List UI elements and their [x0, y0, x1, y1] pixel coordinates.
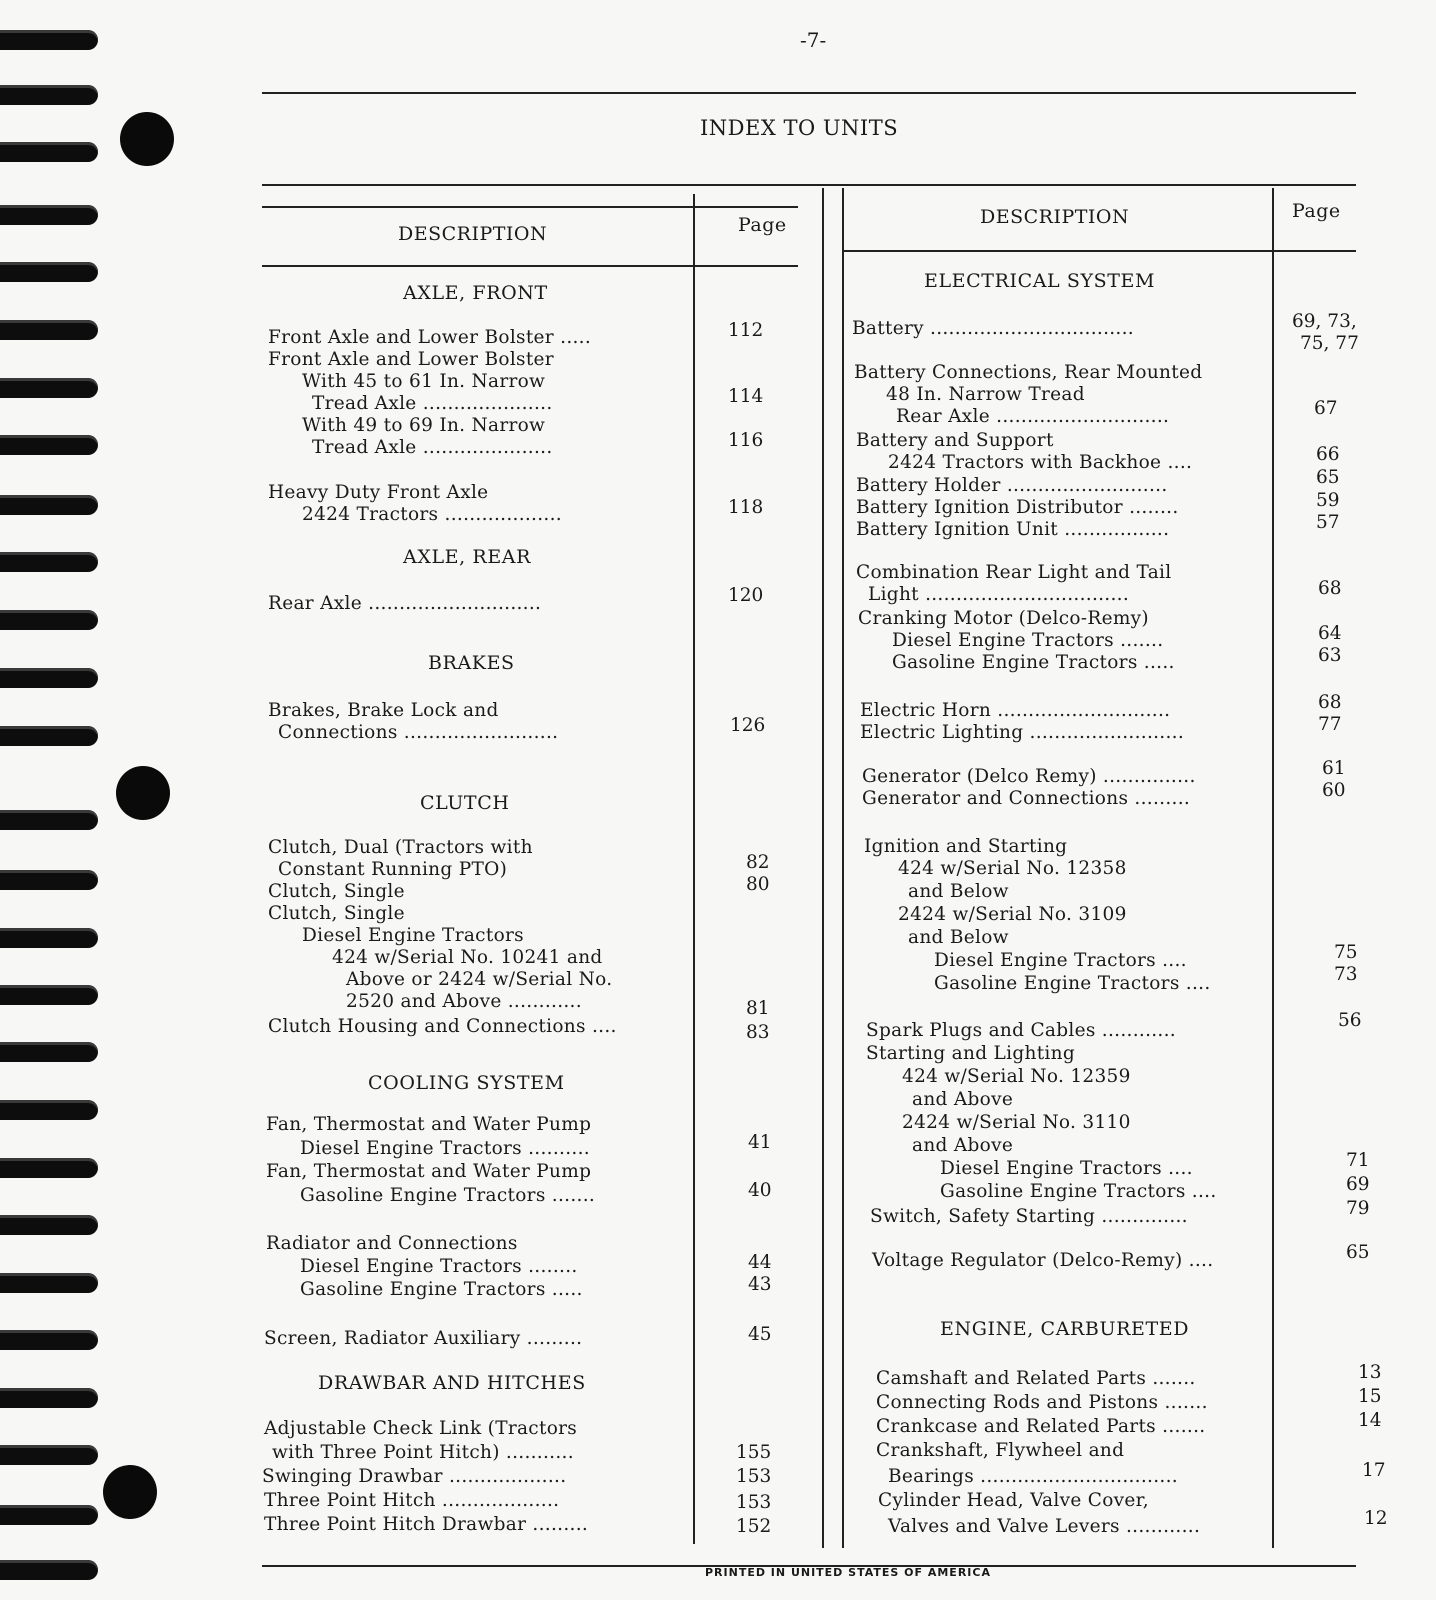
index-entry: 2424 Tractors with Backhoe ....	[888, 452, 1193, 473]
page-ref: 14	[1358, 1410, 1382, 1431]
index-entry: Diesel Engine Tractors	[302, 925, 524, 946]
index-entry: Crankcase and Related Parts .......	[876, 1416, 1206, 1437]
binding-coil	[0, 495, 98, 515]
page-ref: 118	[728, 497, 764, 518]
index-entry: Battery .................................	[852, 318, 1134, 339]
index-entry: Gasoline Engine Tractors .......	[300, 1185, 596, 1206]
page-ref: 81	[746, 998, 770, 1019]
binding-coil	[0, 810, 98, 830]
index-entry: Above or 2424 w/Serial No.	[346, 969, 613, 990]
page-ref: 69, 73,	[1292, 311, 1357, 332]
page-ref: 155	[736, 1442, 772, 1463]
binding-coil	[0, 1560, 98, 1580]
left-page-header: Page	[738, 214, 787, 236]
binding-coil	[0, 610, 98, 630]
right-column-edge	[842, 188, 844, 1548]
page-ref: 80	[746, 874, 770, 895]
index-entry: Fan, Thermostat and Water Pump	[266, 1161, 592, 1182]
page-ref: 73	[1334, 964, 1358, 985]
page-ref: 15	[1358, 1386, 1382, 1407]
index-entry: Connections .........................	[278, 722, 559, 743]
page-ref: 79	[1346, 1198, 1370, 1219]
binding-coil	[0, 1330, 98, 1350]
right-page-divider	[1272, 188, 1274, 1548]
index-entry: Gasoline Engine Tractors ....	[934, 973, 1211, 994]
binding-coil	[0, 378, 98, 398]
binding-coil	[0, 435, 98, 455]
index-entry: Rear Axle ............................	[268, 593, 542, 614]
index-entry: With 49 to 69 In. Narrow	[302, 415, 546, 436]
binding-coil	[0, 142, 98, 162]
index-entry: and Above	[912, 1089, 1014, 1110]
section-heading: COOLING SYSTEM	[368, 1072, 565, 1094]
right-page-header: Page	[1292, 200, 1341, 222]
section-heading: AXLE, FRONT	[403, 282, 548, 304]
page-ref: 45	[748, 1324, 772, 1345]
index-entry: Battery Holder ..........................	[856, 475, 1168, 496]
index-entry: Battery and Support	[856, 430, 1054, 451]
page-ref: 59	[1316, 490, 1340, 511]
page-ref: 114	[728, 386, 764, 407]
page-ref: 69	[1346, 1174, 1370, 1195]
punch-hole	[120, 112, 174, 166]
page-ref: 153	[736, 1492, 772, 1513]
page-ref: 64	[1318, 623, 1342, 644]
page-ref: 83	[746, 1022, 770, 1043]
page-ref: 63	[1318, 645, 1342, 666]
page-ref: 75	[1334, 942, 1358, 963]
index-entry: Generator and Connections .........	[862, 788, 1191, 809]
section-heading: DRAWBAR AND HITCHES	[318, 1372, 586, 1394]
section-heading: ENGINE, CARBURETED	[940, 1318, 1190, 1340]
left-description-header: DESCRIPTION	[398, 223, 548, 245]
section-heading: ELECTRICAL SYSTEM	[924, 270, 1156, 292]
index-entry: and Above	[912, 1135, 1014, 1156]
page-ref: 66	[1316, 444, 1340, 465]
binding-coil	[0, 1042, 98, 1062]
page-ref: 43	[748, 1274, 772, 1295]
index-entry: Three Point Hitch Drawbar .........	[264, 1514, 589, 1535]
page-ref: 71	[1346, 1150, 1370, 1171]
spiral-binding	[0, 0, 100, 1600]
index-entry: Clutch, Dual (Tractors with	[268, 837, 533, 858]
index-entry: Light .................................	[868, 584, 1130, 605]
page-ref: 41	[748, 1132, 772, 1153]
left-page-divider	[693, 194, 695, 1544]
index-entry: 2424 w/Serial No. 3110	[902, 1112, 1131, 1133]
punch-hole	[116, 766, 170, 820]
index-entry: Electric Horn ............................	[860, 700, 1171, 721]
index-entry: Spark Plugs and Cables ............	[866, 1020, 1176, 1041]
index-entry: Three Point Hitch ...................	[264, 1490, 560, 1511]
page-ref: 57	[1316, 512, 1340, 533]
section-heading: CLUTCH	[420, 792, 510, 814]
binding-coil	[0, 985, 98, 1005]
index-entry: Brakes, Brake Lock and	[268, 700, 499, 721]
index-entry: Battery Ignition Unit .................	[856, 519, 1170, 540]
page-ref: 152	[736, 1516, 772, 1537]
index-entry: Constant Running PTO)	[278, 859, 508, 880]
page-ref: 65	[1346, 1242, 1370, 1263]
page-ref: 126	[730, 715, 766, 736]
page-ref: 116	[728, 430, 764, 451]
section-heading: BRAKES	[428, 652, 515, 674]
index-entry: Front Axle and Lower Bolster .....	[268, 327, 592, 348]
index-entry: Battery Connections, Rear Mounted	[854, 362, 1203, 383]
left-column-edge	[822, 188, 824, 1548]
page-ref: 67	[1314, 398, 1338, 419]
index-entry: Camshaft and Related Parts .......	[876, 1368, 1196, 1389]
index-entry: With 45 to 61 In. Narrow	[302, 371, 546, 392]
page-ref: 44	[748, 1252, 772, 1273]
index-entry: Rear Axle ............................	[896, 406, 1170, 427]
index-entry: Bearings ................................	[888, 1466, 1178, 1487]
index-entry: 2424 Tractors ...................	[302, 504, 562, 525]
index-entry: Diesel Engine Tractors ..........	[300, 1138, 590, 1159]
punch-hole	[103, 1465, 157, 1519]
index-entry: Tread Axle .....................	[312, 437, 553, 458]
index-entry: with Three Point Hitch) ...........	[272, 1442, 574, 1463]
index-entry: 2520 and Above ............	[346, 991, 582, 1012]
index-entry: 48 In. Narrow Tread	[886, 384, 1085, 405]
index-entry: Clutch, Single	[268, 903, 405, 924]
index-entry: and Below	[908, 881, 1009, 902]
right-header-bottom-rule	[842, 250, 1356, 252]
index-entry: Cranking Motor (Delco-Remy)	[858, 608, 1149, 629]
page-ref: 61	[1322, 758, 1346, 779]
binding-coil	[0, 30, 98, 50]
index-entry: Connecting Rods and Pistons .......	[876, 1392, 1208, 1413]
binding-coil	[0, 1505, 98, 1525]
section-heading: AXLE, REAR	[403, 546, 532, 568]
page-ref: 82	[746, 852, 770, 873]
index-entry: Diesel Engine Tractors ....	[934, 950, 1187, 971]
page-ref: 17	[1362, 1460, 1386, 1481]
index-entry: 424 w/Serial No. 12359	[902, 1066, 1131, 1087]
index-entry: Fan, Thermostat and Water Pump	[266, 1114, 592, 1135]
binding-coil	[0, 1273, 98, 1293]
index-entry: Switch, Safety Starting ..............	[870, 1206, 1188, 1227]
page-ref: 120	[728, 585, 764, 606]
binding-coil	[0, 1388, 98, 1408]
binding-coil	[0, 85, 98, 105]
page-ref: 56	[1338, 1010, 1362, 1031]
index-entry: Clutch Housing and Connections ....	[268, 1016, 617, 1037]
index-entry: Voltage Regulator (Delco-Remy) ....	[872, 1250, 1214, 1271]
binding-coil	[0, 1100, 98, 1120]
index-entry: Gasoline Engine Tractors .....	[300, 1279, 583, 1300]
index-entry: 424 w/Serial No. 12358	[898, 858, 1127, 879]
index-entry: Tread Axle .....................	[312, 393, 553, 414]
index-entry: Diesel Engine Tractors ........	[300, 1256, 578, 1277]
binding-coil	[0, 1445, 98, 1465]
printed-footer: PRINTED IN UNITED STATES OF AMERICA	[705, 1566, 991, 1579]
index-entry: 424 w/Serial No. 10241 and	[332, 947, 603, 968]
page-ref: 12	[1364, 1508, 1388, 1529]
index-entry: Diesel Engine Tractors .......	[892, 630, 1164, 651]
index-entry: and Below	[908, 927, 1009, 948]
index-entry: Electric Lighting .........................	[860, 722, 1185, 743]
index-entry: 2424 w/Serial No. 3109	[898, 904, 1127, 925]
index-entry: Swinging Drawbar ...................	[262, 1466, 567, 1487]
binding-coil	[0, 668, 98, 688]
index-entry: Radiator and Connections	[266, 1233, 518, 1254]
page-ref: 68	[1318, 692, 1342, 713]
binding-coil	[0, 870, 98, 890]
index-entry: Diesel Engine Tractors ....	[940, 1158, 1193, 1179]
index-entry: Starting and Lighting	[866, 1043, 1076, 1064]
page-ref: 60	[1322, 780, 1346, 801]
table-top-rule	[262, 184, 1356, 186]
index-entry: Gasoline Engine Tractors ....	[940, 1181, 1217, 1202]
binding-coil	[0, 928, 98, 948]
page-ref: 153	[736, 1466, 772, 1487]
index-entry: Combination Rear Light and Tail	[856, 562, 1172, 583]
page-ref: 65	[1316, 467, 1340, 488]
index-entry: Cylinder Head, Valve Cover,	[878, 1490, 1149, 1511]
page-ref: 77	[1318, 714, 1342, 735]
index-entry: Clutch, Single	[268, 881, 405, 902]
binding-coil	[0, 1158, 98, 1178]
binding-coil	[0, 552, 98, 572]
index-entry: Heavy Duty Front Axle	[268, 482, 489, 503]
page-number: -7-	[800, 28, 827, 52]
binding-coil	[0, 205, 98, 225]
index-entry: Ignition and Starting	[864, 836, 1068, 857]
page-ref: 112	[728, 320, 764, 341]
index-entry: Crankshaft, Flywheel and	[876, 1440, 1125, 1461]
page-ref: 13	[1358, 1362, 1382, 1383]
page-ref: 40	[748, 1180, 772, 1201]
binding-coil	[0, 1215, 98, 1235]
index-entry: Gasoline Engine Tractors .....	[892, 652, 1175, 673]
index-entry: Adjustable Check Link (Tractors	[264, 1418, 578, 1439]
index-entry: Valves and Valve Levers ............	[888, 1516, 1201, 1537]
binding-coil	[0, 320, 98, 340]
left-header-rule	[262, 206, 798, 208]
page-ref: 75, 77	[1300, 333, 1359, 354]
index-entry: Front Axle and Lower Bolster	[268, 349, 554, 370]
page-title: INDEX TO UNITS	[700, 116, 899, 140]
left-header-bottom-rule	[262, 265, 798, 267]
index-entry: Screen, Radiator Auxiliary .........	[264, 1328, 583, 1349]
binding-coil	[0, 726, 98, 746]
page-ref: 68	[1318, 578, 1342, 599]
top-rule	[262, 92, 1356, 94]
index-entry: Battery Ignition Distributor ........	[856, 497, 1179, 518]
index-entry: Generator (Delco Remy) ...............	[862, 766, 1196, 787]
right-description-header: DESCRIPTION	[980, 206, 1130, 228]
binding-coil	[0, 262, 98, 282]
